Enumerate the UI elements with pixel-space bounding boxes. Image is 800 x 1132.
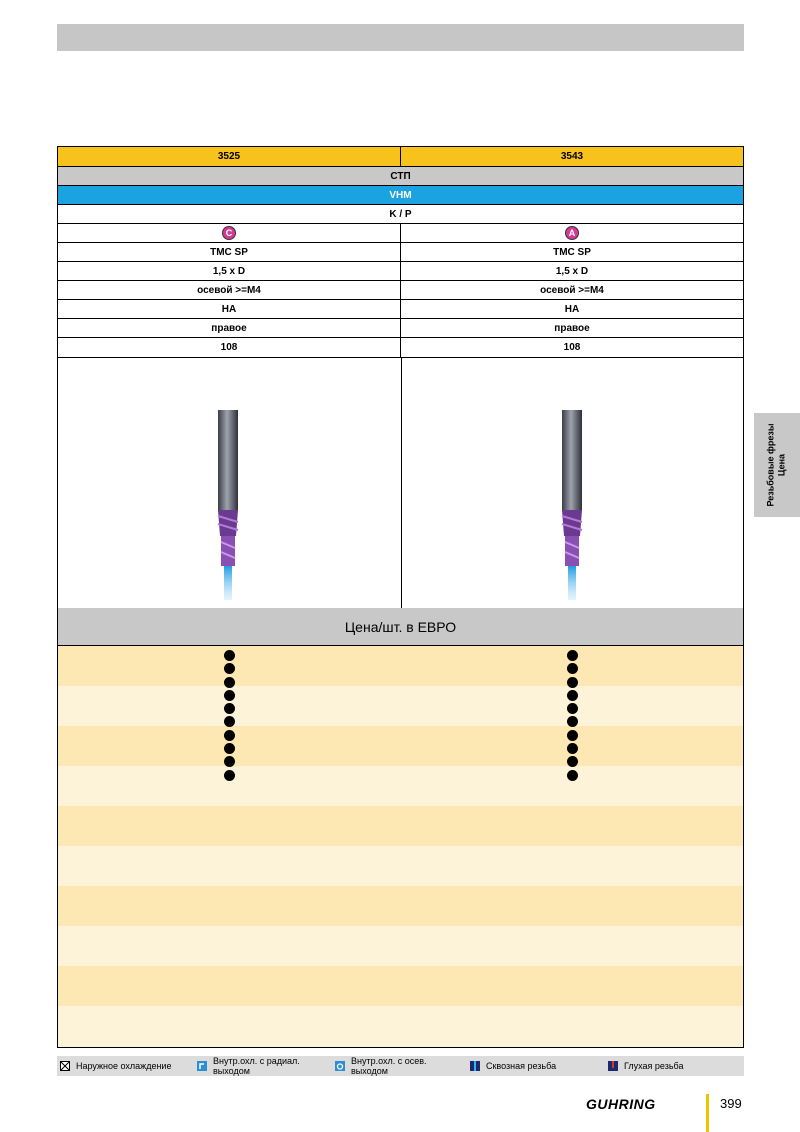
direction-row	[57, 318, 744, 337]
page-number: 399	[720, 1096, 742, 1111]
axial-cooling-icon	[335, 1061, 345, 1071]
group-row	[57, 204, 744, 223]
direction-value: правое	[211, 322, 247, 334]
availability-dot	[224, 716, 235, 727]
legend-blind-thread	[608, 1056, 683, 1076]
external-cooling-icon	[60, 1061, 70, 1071]
thread-mill-3525-icon	[58, 358, 401, 608]
side-tab-title: Резьбовые фрезы	[766, 423, 777, 507]
price-band	[58, 886, 743, 926]
price-band	[58, 726, 743, 766]
page-ref-value: 108	[400, 338, 743, 357]
price-table	[57, 646, 744, 1048]
through-thread-icon	[470, 1061, 480, 1071]
legend-label: Наружное охлаждение	[76, 1061, 172, 1071]
radial-cooling-icon	[197, 1061, 207, 1071]
availability-dots-3543	[567, 650, 581, 783]
norm-value: НА	[221, 303, 237, 315]
coating-row	[57, 242, 744, 261]
coolant-value: осевой >=M4	[197, 284, 261, 296]
legend-axial-cooling	[335, 1056, 445, 1076]
availability-dot	[567, 716, 578, 727]
legend-label: Внутр.охл. с осев. выходом	[351, 1056, 427, 1076]
substrate-label: VHM	[389, 189, 412, 201]
legend-label: Глухая резьба	[624, 1061, 684, 1071]
tool-image-3525	[58, 358, 401, 608]
coating-value: TMC SP	[210, 246, 248, 258]
group-label: K / P	[389, 208, 412, 220]
section-side-tab[interactable]	[754, 413, 800, 517]
availability-dots-3525	[224, 650, 238, 783]
article-3525: 3525	[217, 151, 241, 162]
availability-dot	[224, 730, 235, 741]
legend-label: Внутр.охл. с радиал. выходом	[213, 1056, 300, 1076]
availability-dot	[567, 650, 578, 661]
price-band	[58, 766, 743, 806]
guhring-logo: GUHRING	[586, 1096, 656, 1112]
availability-dot	[224, 663, 235, 674]
legend-label: Сквозная резьба	[486, 1061, 557, 1071]
norm-value: НА	[400, 300, 743, 318]
availability-dot	[224, 770, 235, 781]
depth-row	[57, 261, 744, 280]
footer-divider	[706, 1094, 709, 1132]
availability-dot	[224, 743, 235, 754]
availability-dot	[224, 756, 235, 767]
badge-c-icon: C	[222, 226, 236, 240]
price-header: Цена/шт. в ЕВРО	[57, 608, 744, 646]
price-band	[58, 966, 743, 1006]
availability-dot	[567, 730, 578, 741]
price-band	[58, 806, 743, 846]
substrate-row	[57, 185, 744, 204]
availability-dot	[224, 703, 235, 714]
availability-dot	[567, 703, 578, 714]
top-grey-bar	[57, 24, 744, 51]
price-band	[58, 846, 743, 886]
material-label: СТП	[390, 170, 411, 182]
legend-external-cooling	[60, 1056, 171, 1076]
product-images-row	[57, 357, 744, 609]
availability-dot	[224, 677, 235, 688]
tool-image-3543	[401, 358, 745, 608]
availability-dot	[567, 663, 578, 674]
availability-dot	[567, 677, 578, 688]
price-band	[58, 1006, 743, 1047]
thread-mill-3543-icon	[402, 358, 745, 608]
badge-row	[57, 223, 744, 242]
price-band	[58, 686, 743, 726]
article-header-row	[57, 146, 744, 166]
badge-a-icon: A	[565, 226, 579, 240]
price-band	[58, 646, 743, 686]
depth-value: 1,5 x D	[212, 265, 246, 277]
legend-bar	[57, 1056, 744, 1076]
coating-value: TMC SP	[400, 243, 743, 261]
coolant-row	[57, 280, 744, 299]
legend-through-thread	[470, 1056, 556, 1076]
availability-dot	[224, 650, 235, 661]
coolant-value: осевой >=M4	[400, 281, 743, 299]
page-ref-value: 108	[220, 342, 238, 353]
norm-row	[57, 299, 744, 318]
direction-value: правое	[400, 319, 743, 337]
blind-thread-icon	[608, 1061, 618, 1071]
legend-radial-cooling	[197, 1056, 312, 1076]
availability-dot	[224, 690, 235, 701]
availability-dot	[567, 690, 578, 701]
side-tab-subtitle: Цена	[777, 453, 788, 477]
article-3543: 3543	[400, 147, 743, 166]
price-band	[58, 926, 743, 966]
depth-value: 1,5 x D	[400, 262, 743, 280]
page-ref-row	[57, 337, 744, 357]
availability-dot	[567, 743, 578, 754]
availability-dot	[567, 756, 578, 767]
material-row	[57, 166, 744, 185]
availability-dot	[567, 770, 578, 781]
